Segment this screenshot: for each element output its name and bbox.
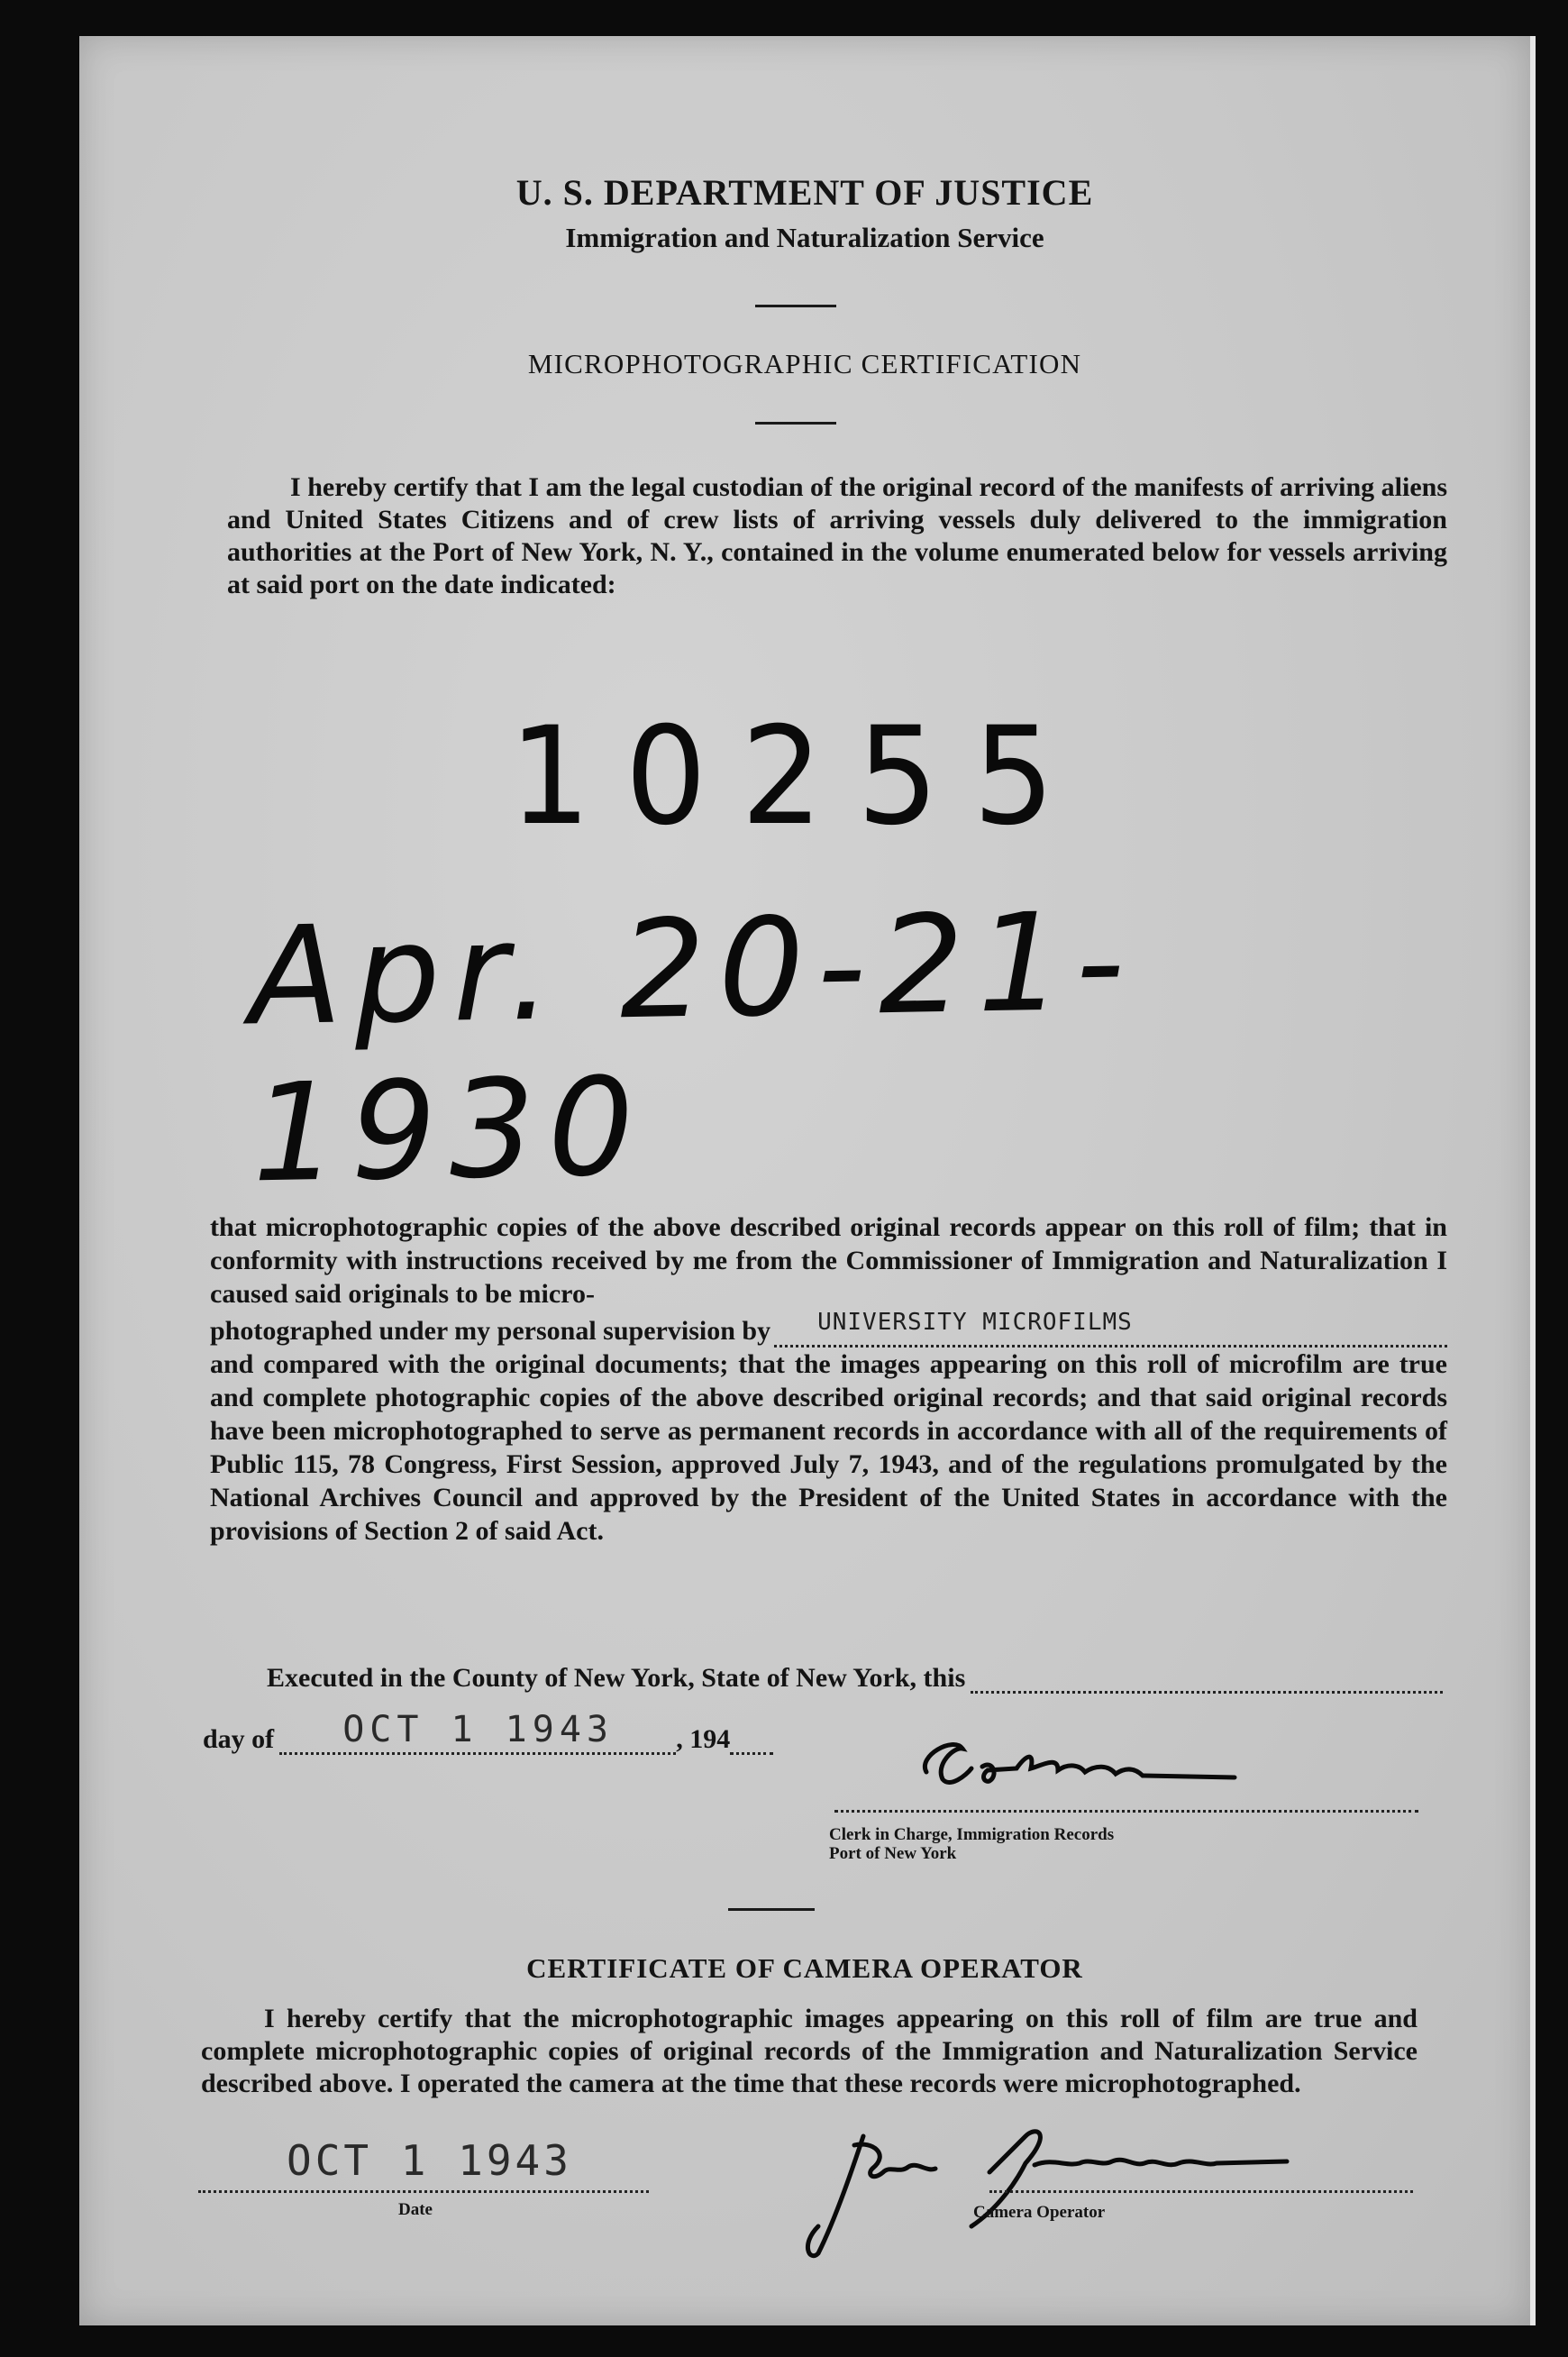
camera-operator-signature [755, 2109, 1386, 2262]
year-label: , 194 [676, 1724, 731, 1754]
supervision-line [210, 1309, 1447, 1348]
clerk-title: Clerk in Charge, Immigration Records [829, 1825, 1115, 1844]
operator-date-line [198, 2190, 649, 2193]
title-divider [755, 422, 836, 425]
certification-body-part2: and compared with the original documents; that the images appearing on this roll of microfilm are true and complete photographic copies of the above described original records; and that said original records have been microphotographed to serve as permanent records in accordance with all of the requirements of Public 115, 78 Congress, First Session, approved July 7, 1943, and of the regulations promulgated by the National Archives Council and approved by the President of the United States in accordance with the provisions of Section 2 of said Act. [210, 1349, 1447, 1546]
operator-date-label: Date [398, 2200, 433, 2219]
section-divider [728, 1908, 815, 1911]
day-of-label: day of [203, 1724, 275, 1754]
day-of-stamp: OCT 1 1943 [342, 1709, 615, 1750]
certification-body-part1: that microphotographic copies of the above described original records appear on this roll of film; that in conformity with instructions received by me from the Commissioner of Immigration and Naturalization I caused said originals to be micro- [210, 1212, 1447, 1309]
executed-text: Executed in the County of New York, State of New York, this [267, 1663, 966, 1693]
certificate-page [79, 36, 1536, 2325]
day-of-line [203, 1709, 888, 1755]
handwritten-volume-number: 10255 [508, 699, 1089, 855]
service-subheading: Immigration and Naturalization Service [565, 222, 1044, 253]
day-of-field [279, 1709, 676, 1755]
year-blank [730, 1729, 773, 1755]
handwritten-dates: Apr. 20-21-1930 [248, 883, 1139, 1213]
form-title: MICROPHOTOGRAPHIC CERTIFICATION [527, 348, 1082, 379]
supervision-label: photographed under my personal supervision by [210, 1316, 771, 1346]
supervisor-field [774, 1309, 1447, 1348]
department-heading: U. S. DEPARTMENT OF JUSTICE [515, 172, 1094, 213]
camera-operator-title: CERTIFICATE OF CAMERA OPERATOR [526, 1952, 1083, 1984]
certification-body [210, 1210, 1447, 1548]
supervisor-name: UNIVERSITY MICROFILMS [817, 1309, 1133, 1336]
clerk-signature-line [834, 1810, 1418, 1813]
camera-operator-signature-line [989, 2190, 1413, 2193]
clerk-port: Port of New York [829, 1844, 957, 1863]
header-divider [755, 305, 836, 307]
executed-line [267, 1663, 1443, 1694]
clerk-signature [899, 1729, 1242, 1801]
camera-operator-label: Camera Operator [973, 2203, 1106, 2222]
custodian-statement: I hereby certify that I am the legal custodian of the original record of the manifests of arriving aliens and United States Citizens and of crew lists of arriving vessels duly delivered to the immigration authorities at the Port of New York, N. Y., contained in the volume enumerated below for vessels arriving at said port on the date indicated: [227, 472, 1447, 599]
day-blank [971, 1667, 1443, 1694]
camera-operator-statement: I hereby certify that the microphotographic images appearing on this roll of film are true and complete microphotographic copies of original records of the Immigration and Naturalization Service described above. I operated the camera at the time that these records were microphotographed. [201, 2004, 1418, 2098]
operator-date-stamp: OCT 1 1943 [287, 2136, 572, 2185]
